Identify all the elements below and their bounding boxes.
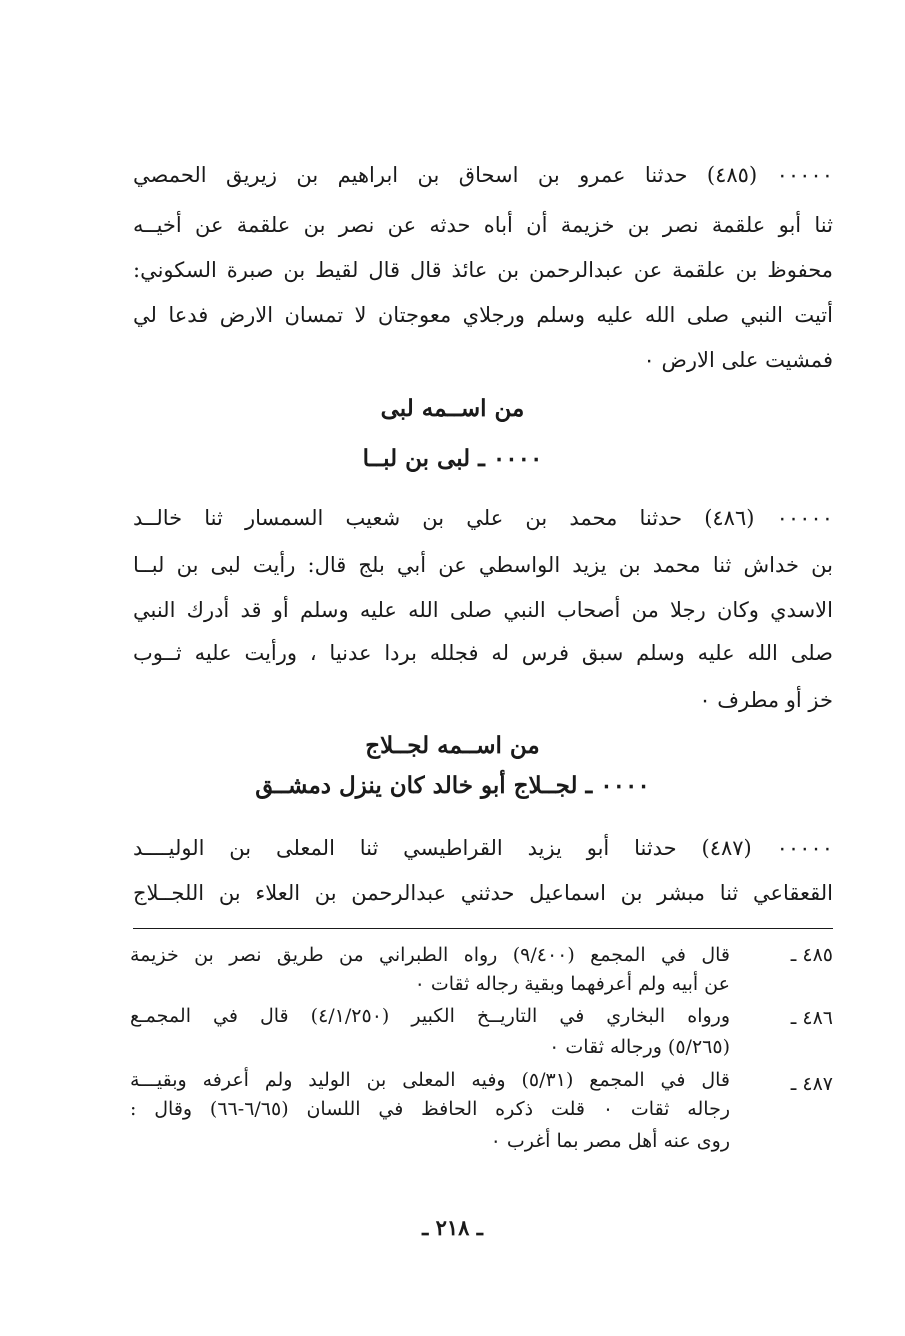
text-line: ٠٠٠٠٠ (٤٨٧) حدثنا أبو يزيد القراطيسي ثنا المعلى بن الوليــــد bbox=[133, 836, 833, 860]
text-line: ثنا أبو علقمة نصر بن خزيمة أن أباه حدثه عن نصر بن علقمة عن أخيــه bbox=[133, 213, 833, 237]
text-line: صلى الله عليه وسلم سبق فرس له فجلله بردا عدنيا ، ورأيت عليه ثــوب bbox=[133, 641, 833, 665]
footnote-number: ٤٨٥ ـ bbox=[790, 944, 833, 966]
footnote-line: رجاله ثقات ٠ قلت ذكره الحافظ في اللسان (٦/٦٥-٦٦) وقال : bbox=[130, 1098, 730, 1120]
footnote-number: ٤٨٦ ـ bbox=[790, 1007, 833, 1029]
section-heading: من اســمه لبى bbox=[380, 395, 525, 422]
text-line: القعقاعي ثنا مبشر بن اسماعيل حدثني عبدالرحمن بن العلاء بن اللجــلاج bbox=[133, 881, 833, 905]
footnote-line: (٥/٢٦٥) ورجاله ثقات ٠ bbox=[549, 1036, 730, 1058]
footnote-line: قال في المجمع (٩/٤٠٠) رواه الطبراني من طريق نصر بن خزيمة bbox=[130, 944, 730, 966]
text-line: فمشيت على الارض ٠ bbox=[643, 348, 833, 372]
footnote-separator bbox=[133, 928, 833, 929]
footnote-line: قال في المجمع (٥/٣١) وفيه المعلى بن الوليد ولم أعرفه وبقيـــة bbox=[130, 1069, 730, 1091]
page-number: ـ ٢١٨ ـ bbox=[422, 1215, 483, 1240]
footnote-number: ٤٨٧ ـ bbox=[790, 1073, 833, 1095]
section-heading: ٠٠٠٠ ـ لبى بن لبــا bbox=[362, 445, 543, 472]
footnote-line: ورواه البخاري في التاريــخ الكبير (٤/١/٢٥٠) قال في المجمـع bbox=[130, 1005, 730, 1027]
text-line: أتيت النبي صلى الله عليه وسلم ورجلاي معوجتان لا تمسان الارض فدعا لي bbox=[133, 303, 833, 327]
footnote-line: عن أبيه ولم أعرفهما وبقية رجاله ثقات ٠ bbox=[414, 973, 730, 995]
text-line: بن خداش ثنا محمد بن يزيد الواسطي عن أبي بلج قال: رأيت لبى بن لبــا bbox=[133, 553, 833, 577]
footnote-line: روى عنه أهل مصر بما أغرب ٠ bbox=[490, 1130, 730, 1152]
text-line: الاسدي وكان رجلا من أصحاب النبي صلى الله عليه وسلم أو قد أدرك النبي bbox=[133, 598, 833, 622]
text-line: ٠٠٠٠٠ (٤٨٦) حدثنا محمد بن علي بن شعيب السمسار ثنا خالــد bbox=[133, 506, 833, 530]
text-line: ٠٠٠٠٠ (٤٨٥) حدثنا عمرو بن اسحاق بن ابراهيم بن زيريق الحمصي bbox=[133, 163, 833, 187]
section-heading: من اســمه لجــلاج bbox=[365, 732, 540, 759]
text-line: خز أو مطرف ٠ bbox=[699, 688, 833, 712]
section-heading: ٠٠٠٠ ـ لجــلاج أبو خالد كان ينزل دمشــق bbox=[255, 772, 650, 799]
text-line: محفوظ بن علقمة عن عبدالرحمن بن عائذ قال قال لقيط بن صبرة السكوني: bbox=[133, 258, 833, 282]
